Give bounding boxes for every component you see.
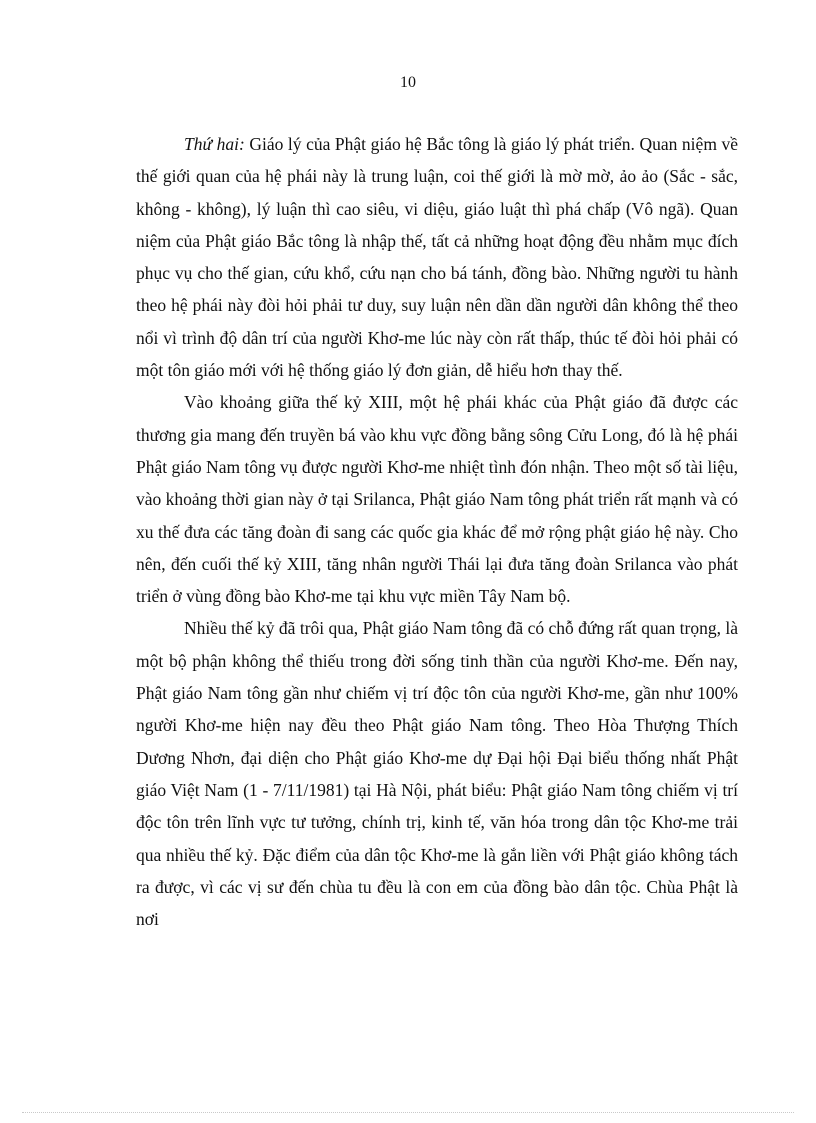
paragraph-2 [136, 386, 738, 612]
paragraph-text: Nhiều thế kỷ đã trôi qua, Phật giáo Nam tông đã có chỗ đứng rất quan trọng, là một bộ phận không thể thiếu trong đời sống tinh thần của người Khơ-me. Đến nay, Phật giáo Nam tông gần như chiếm vị trí độc tôn của người Khơ-me, gần như 100% người Khơ-me hiện nay đều theo Phật giáo Nam tông. Theo Hòa Thượng Thích Dương Nhơn, đại diện cho Phật giáo Khơ-me dự Đại hội Đại biểu thống nhất Phật giáo Việt Nam (1 - 7/11/1981) tại Hà Nội, phát biểu: Phật giáo Nam tông chiếm vị trí độc tôn trên lĩnh vực tư tưởng, chính trị, kinh tế, văn hóa trong dân tộc Khơ-me trải qua nhiều thế kỷ. Đặc điểm của dân tộc Khơ-me là gắn liền với Phật giáo không tách ra được, vì các vị sư đến chùa tu đều là con em của đồng bào dân tộc. Chùa Phật là nơi [136, 618, 738, 930]
paragraph-text: Giáo lý của Phật giáo hệ Bắc tông là giáo lý phát triển. Quan niệm về thế giới quan của hệ phái này là trung luận, coi thế giới là mờ mờ, ảo ảo (Sắc - sắc, không - không), lý luận thì cao siêu, vi diệu, giáo luật thì phá chấp (Vô ngã). Quan niệm của Phật giáo Bắc tông là nhập thế, tất cả những hoạt động đều nhằm mục đích phục vụ cho thế gian, cứu khổ, cứu nạn cho bá tánh, đồng bào. Những người tu hành theo hệ phái này đòi hỏi phải tư duy, suy luận nên dần dần người dân không thể theo nổi vì trình độ dân trí của người Khơ-me lúc này còn rất thấp, thúc tế đòi hỏi phải có một tôn giáo mới với hệ thống giáo lý đơn giản, dễ hiểu hơn thay thế. [136, 134, 738, 381]
page-bottom-divider [22, 1112, 794, 1113]
paragraph-3 [136, 612, 738, 935]
paragraph-1 [136, 128, 738, 386]
body-text [136, 128, 738, 935]
page-number: 10 [400, 74, 416, 91]
paragraph-text: Vào khoảng giữa thế kỷ XIII, một hệ phái khác của Phật giáo đã được các thương gia mang đến truyền bá vào khu vực đồng bằng sông Cửu Long, đó là hệ phái Phật giáo Nam tông vụ được người Khơ-me nhiệt tình đón nhận. Theo một số tài liệu, vào khoảng thời gian này ở tại Srilanca, Phật giáo Nam tông phát triển rất mạnh và có xu thế đưa các tăng đoàn đi sang các quốc gia khác để mở rộng phật giáo hệ này. Cho nên, đến cuối thế kỷ XIII, tăng nhân người Thái lại đưa tăng đoàn Srilanca vào phát triển ở vùng đồng bào Khơ-me tại khu vực miền Tây Nam bộ. [136, 392, 738, 607]
paragraph-lead: Thứ hai: [184, 134, 245, 154]
